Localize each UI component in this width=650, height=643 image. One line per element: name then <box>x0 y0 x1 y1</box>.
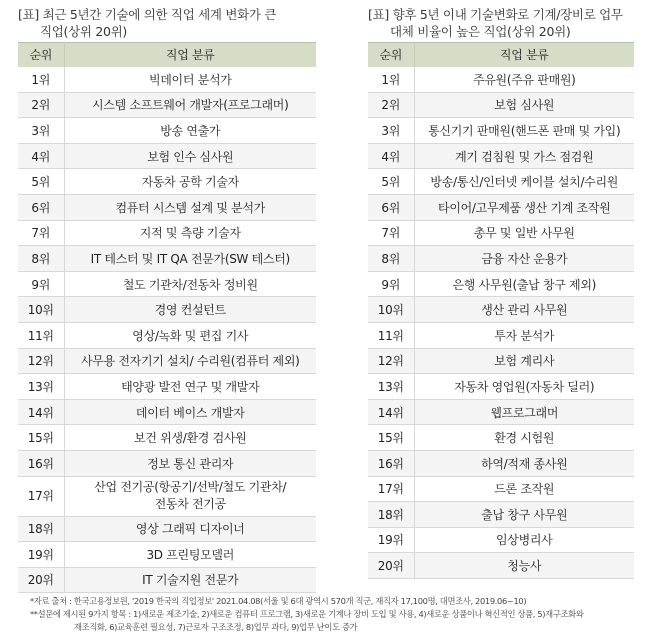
right-panel <box>368 6 634 579</box>
job-cell: 방송/통신/인터넷 케이블 설치/수리원 <box>414 169 634 195</box>
rank-cell: 19위 <box>368 527 414 553</box>
table-row <box>368 425 634 451</box>
job-cell: 보건 위생/환경 검사원 <box>64 425 316 451</box>
table-row <box>368 194 634 220</box>
job-cell: 데이터 베이스 개발자 <box>64 399 316 425</box>
job-cell: 청능사 <box>414 553 634 579</box>
table-row <box>368 92 634 118</box>
job-cell-line1: 산업 전기공(항공기/선박/철도 기관차/ <box>94 480 287 494</box>
table-row <box>18 450 316 476</box>
job-cell: 은행 사무원(출납 창구 제외) <box>414 271 634 297</box>
right-title-line2: 대체 비율이 높은 직업(상위 20위) <box>390 24 571 39</box>
table-row <box>368 553 634 579</box>
job-cell: 임상병리사 <box>414 527 634 553</box>
job-cell: 3D 프린팅모델러 <box>64 542 316 568</box>
table-row <box>18 374 316 400</box>
rank-cell: 8위 <box>18 246 64 272</box>
left-table <box>18 42 316 593</box>
job-cell: 빅데이터 분석가 <box>64 67 316 93</box>
rank-cell: 17위 <box>18 476 64 516</box>
table-row <box>18 169 316 195</box>
table-row <box>368 220 634 246</box>
table-row <box>368 527 634 553</box>
table-row <box>368 399 634 425</box>
survey-note-cont: 재조직화, 6)교육훈련 필요성, 7)근로자 구조조정, 8)업무 과다, 9)업무 난이도 증가 <box>74 622 358 632</box>
table-row <box>368 374 634 400</box>
job-cell: 보험 심사원 <box>414 92 634 118</box>
table-row <box>18 67 316 93</box>
rank-cell: 16위 <box>368 450 414 476</box>
table-row <box>368 118 634 144</box>
rank-cell: 14위 <box>368 399 414 425</box>
table-row <box>18 92 316 118</box>
rank-cell: 4위 <box>368 143 414 169</box>
table-row <box>368 476 634 502</box>
table-row <box>18 476 316 516</box>
table-row <box>18 220 316 246</box>
job-cell: 보험 계리사 <box>414 348 634 374</box>
table-row <box>18 194 316 220</box>
job-cell: 정보 통신 관리자 <box>64 450 316 476</box>
table-row <box>18 118 316 144</box>
rank-cell: 5위 <box>368 169 414 195</box>
rank-cell: 5위 <box>18 169 64 195</box>
rank-cell: 20위 <box>368 553 414 579</box>
job-cell: 통신기기 판매원(핸드폰 판매 및 가입) <box>414 118 634 144</box>
table-row <box>18 297 316 323</box>
right-col-job: 직업 분류 <box>414 43 634 67</box>
job-cell: 하역/적재 종사원 <box>414 450 634 476</box>
job-cell: 웹프로그래머 <box>414 399 634 425</box>
rank-cell: 7위 <box>368 220 414 246</box>
rank-cell: 2위 <box>18 92 64 118</box>
rank-cell: 14위 <box>18 399 64 425</box>
rank-cell: 12위 <box>368 348 414 374</box>
left-col-rank: 순위 <box>18 43 64 67</box>
right-table <box>368 42 634 579</box>
table-row <box>18 425 316 451</box>
table-row <box>368 169 634 195</box>
rank-cell: 3위 <box>18 118 64 144</box>
rank-cell: 1위 <box>18 67 64 93</box>
job-cell: 영상/녹화 및 편집 기사 <box>64 322 316 348</box>
rank-cell: 19위 <box>18 542 64 568</box>
table-row <box>368 246 634 272</box>
job-cell: 출납 창구 사무원 <box>414 502 634 528</box>
rank-cell: 10위 <box>18 297 64 323</box>
job-cell: 타이어/고무제품 생산 기계 조작원 <box>414 194 634 220</box>
job-cell: 환경 시험원 <box>414 425 634 451</box>
job-cell: 경영 컨설턴트 <box>64 297 316 323</box>
job-cell: 계기 검침원 및 가스 점검원 <box>414 143 634 169</box>
table-row <box>18 567 316 593</box>
table-row <box>368 67 634 93</box>
rank-cell: 13위 <box>18 374 64 400</box>
footnotes <box>30 595 642 634</box>
table-row <box>368 271 634 297</box>
rank-cell: 6위 <box>18 194 64 220</box>
source-note: *자료 출처 : 한국고용정보원, '2019 한국의 직업정보' 2021.04.08(서울 및 6대 광역시 570개 직군, 재직자 17,100명, 대면조사, 2019.06~10) <box>30 596 527 606</box>
job-cell: IT 기술지원 전문가 <box>64 567 316 593</box>
survey-note: **설문에 제시된 9가지 항목 : 1)새로운 제조기술, 2)새로운 컴퓨터 프로그램, 3)새로운 기계나 장비 도입 및 사용, 4)새로운 상품이나 혁신적인 상품, 5)재구조화와 <box>30 609 584 619</box>
job-cell: 투자 분석가 <box>414 322 634 348</box>
job-cell: IT 테스터 및 IT QA 전문가(SW 테스터) <box>64 246 316 272</box>
rank-cell: 9위 <box>18 271 64 297</box>
table-row <box>18 348 316 374</box>
rank-cell: 17위 <box>368 476 414 502</box>
left-panel <box>18 6 316 593</box>
job-cell: 철도 기관차/전동차 정비원 <box>64 271 316 297</box>
job-cell: 지적 및 측량 기술자 <box>64 220 316 246</box>
table-row <box>368 322 634 348</box>
table-row <box>18 542 316 568</box>
job-cell: 시스템 소프트웨어 개발자(프로그래머) <box>64 92 316 118</box>
job-cell: 방송 연출가 <box>64 118 316 144</box>
right-col-rank: 순위 <box>368 43 414 67</box>
rank-cell: 12위 <box>18 348 64 374</box>
rank-cell: 16위 <box>18 450 64 476</box>
left-title-line1: [표] 최근 5년간 기술에 의한 직업 세계 변화가 큰 <box>18 7 277 22</box>
rank-cell: 18위 <box>368 502 414 528</box>
table-row <box>368 348 634 374</box>
table-row <box>18 399 316 425</box>
rank-cell: 15위 <box>368 425 414 451</box>
rank-cell: 11위 <box>368 322 414 348</box>
table-row <box>18 246 316 272</box>
job-cell: 금융 자산 운용가 <box>414 246 634 272</box>
rank-cell: 18위 <box>18 516 64 542</box>
rank-cell: 13위 <box>368 374 414 400</box>
job-cell: 자동차 영업원(자동차 딜러) <box>414 374 634 400</box>
rank-cell: 9위 <box>368 271 414 297</box>
left-table-header <box>18 43 316 67</box>
left-table-title <box>18 6 316 42</box>
job-cell: 주유원(주유 판매원) <box>414 67 634 93</box>
job-cell: 보험 인수 심사원 <box>64 143 316 169</box>
rank-cell: 7위 <box>18 220 64 246</box>
job-cell: 생산 관리 사무원 <box>414 297 634 323</box>
rank-cell: 1위 <box>368 67 414 93</box>
table-row <box>18 271 316 297</box>
job-cell: 컴퓨터 시스템 설계 및 분석가 <box>64 194 316 220</box>
rank-cell: 20위 <box>18 567 64 593</box>
table-row <box>368 143 634 169</box>
table-row <box>368 502 634 528</box>
right-table-title <box>368 6 634 42</box>
job-cell: 사무용 전자기기 설치/ 수리원(컴퓨터 제외) <box>64 348 316 374</box>
left-title-line2: 직업(상위 20위) <box>40 24 128 39</box>
rank-cell: 11위 <box>18 322 64 348</box>
right-table-header <box>368 43 634 67</box>
table-row <box>368 450 634 476</box>
rank-cell: 3위 <box>368 118 414 144</box>
rank-cell: 4위 <box>18 143 64 169</box>
job-cell-line2: 전동차 전기공 <box>154 497 226 511</box>
rank-cell: 15위 <box>18 425 64 451</box>
right-title-line1: [표] 향후 5년 이내 기술변화로 기계/장비로 업무 <box>368 7 623 22</box>
rank-cell: 10위 <box>368 297 414 323</box>
rank-cell: 8위 <box>368 246 414 272</box>
job-cell: 드론 조작원 <box>414 476 634 502</box>
job-cell: 총무 및 일반 사무원 <box>414 220 634 246</box>
rank-cell: 2위 <box>368 92 414 118</box>
table-row <box>18 516 316 542</box>
job-cell: 태양광 발전 연구 및 개발자 <box>64 374 316 400</box>
left-col-job: 직업 분류 <box>64 43 316 67</box>
table-row <box>18 143 316 169</box>
table-row <box>18 322 316 348</box>
job-cell: 자동차 공학 기술자 <box>64 169 316 195</box>
table-row <box>368 297 634 323</box>
job-cell <box>64 476 316 516</box>
job-cell: 영상 그래픽 디자이너 <box>64 516 316 542</box>
rank-cell: 6위 <box>368 194 414 220</box>
